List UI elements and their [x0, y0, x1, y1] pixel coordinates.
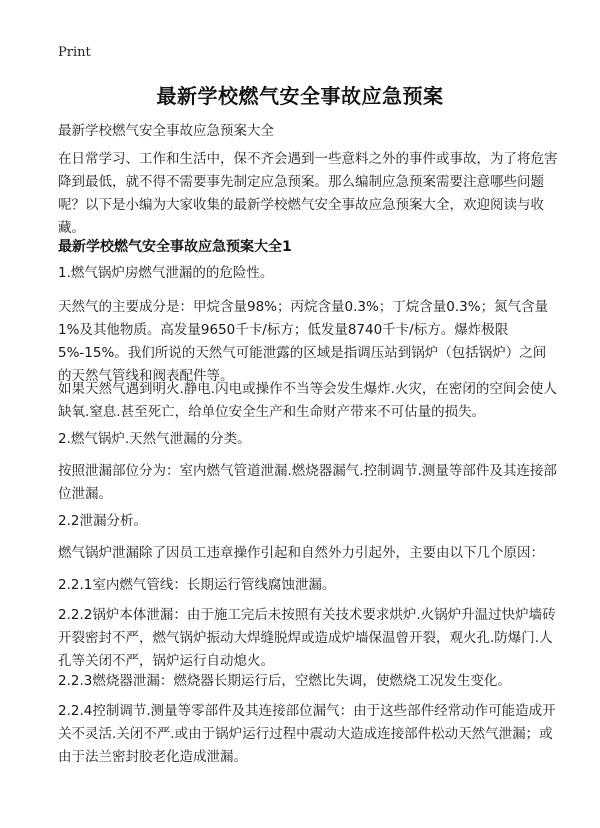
paragraph-1-heading: 1.燃气锅炉房燃气泄漏的的危险性。: [58, 265, 274, 281]
paragraph-4-heading: 2.2泄漏分析。: [58, 513, 147, 529]
section-heading: 最新学校燃气安全事故应急预案大全1: [58, 239, 292, 255]
paragraph-6: 2.2.2锅炉本体泄漏：由于施工完后未按照有关技术要求烘炉.火锅炉升温过快炉墙砖开裂密封不严，燃气锅炉振动大焊缝脱焊或造成炉墙保温曾开裂，观火孔.防爆门.人孔等关闭不严，锅炉运行自动熄火。: [58, 607, 556, 669]
paragraph-8: 2.2.4控制调节.测量等零部件及其连接部位漏气：由于这些部件经常动作可能造成开关不灵活.关闭不严.或由于锅炉运行过程中震动大造成连接部件松动天然气泄漏；或由于法兰密封胶老化造成泄漏。: [58, 703, 556, 765]
paragraph-3-heading: 2.燃气锅炉.天然气泄漏的分类。: [58, 431, 251, 447]
paragraph-3: 按照泄漏部位分为：室内燃气管道泄漏.燃烧器漏气.控制调节.测量等部件及其连接部位泄漏。: [58, 463, 557, 502]
page-title: 最新学校燃气安全事故应急预案: [156, 84, 444, 108]
paragraph-2: 如果天然气遇到明火.静电.闪电或操作不当等会发生爆炸.火灾，在密闭的空间会使人缺氧.窒息.甚至死亡，给单位安全生产和生命财产带来不可估量的损失。: [58, 381, 557, 420]
paragraph-5: 2.2.1室内燃气管线：长期运行管线腐蚀泄漏。: [58, 577, 336, 593]
paragraph-1: 天然气的主要成分是：甲烷含量98%；丙烷含量0.3%；丁烷含量0.3%；氮气含量1%及其他物质。高发量9650千卡/标方；低发量8740千卡/标方。爆炸极限5%-15%。我们所说的天然气可能泄露的区域是指调压站到锅炉（包括锅炉）之间的天然气管线和阀表配件等。: [58, 299, 549, 384]
intro-paragraph: 在日常学习、工作和生活中，保不齐会遇到一些意料之外的事件或事故，为了将危害降到最低，就不得不需要事先制定应急预案。那么编制应急预案需要注意哪些问题呢？以下是小编为大家收集的最新学校燃气安全事故应急预案大全，欢迎阅读与收藏。: [58, 151, 558, 236]
paragraph-7: 2.2.3燃烧器泄漏：燃烧器长期运行后，空燃比失调，使燃烧工况发生变化。: [58, 673, 511, 689]
document-subtitle: 最新学校燃气安全事故应急预案大全: [58, 123, 274, 139]
paragraph-4: 燃气锅炉泄漏除了因员工违章操作引起和自然外力引起外，主要由以下几个原因：: [58, 545, 544, 561]
print-link[interactable]: Print: [58, 45, 91, 60]
